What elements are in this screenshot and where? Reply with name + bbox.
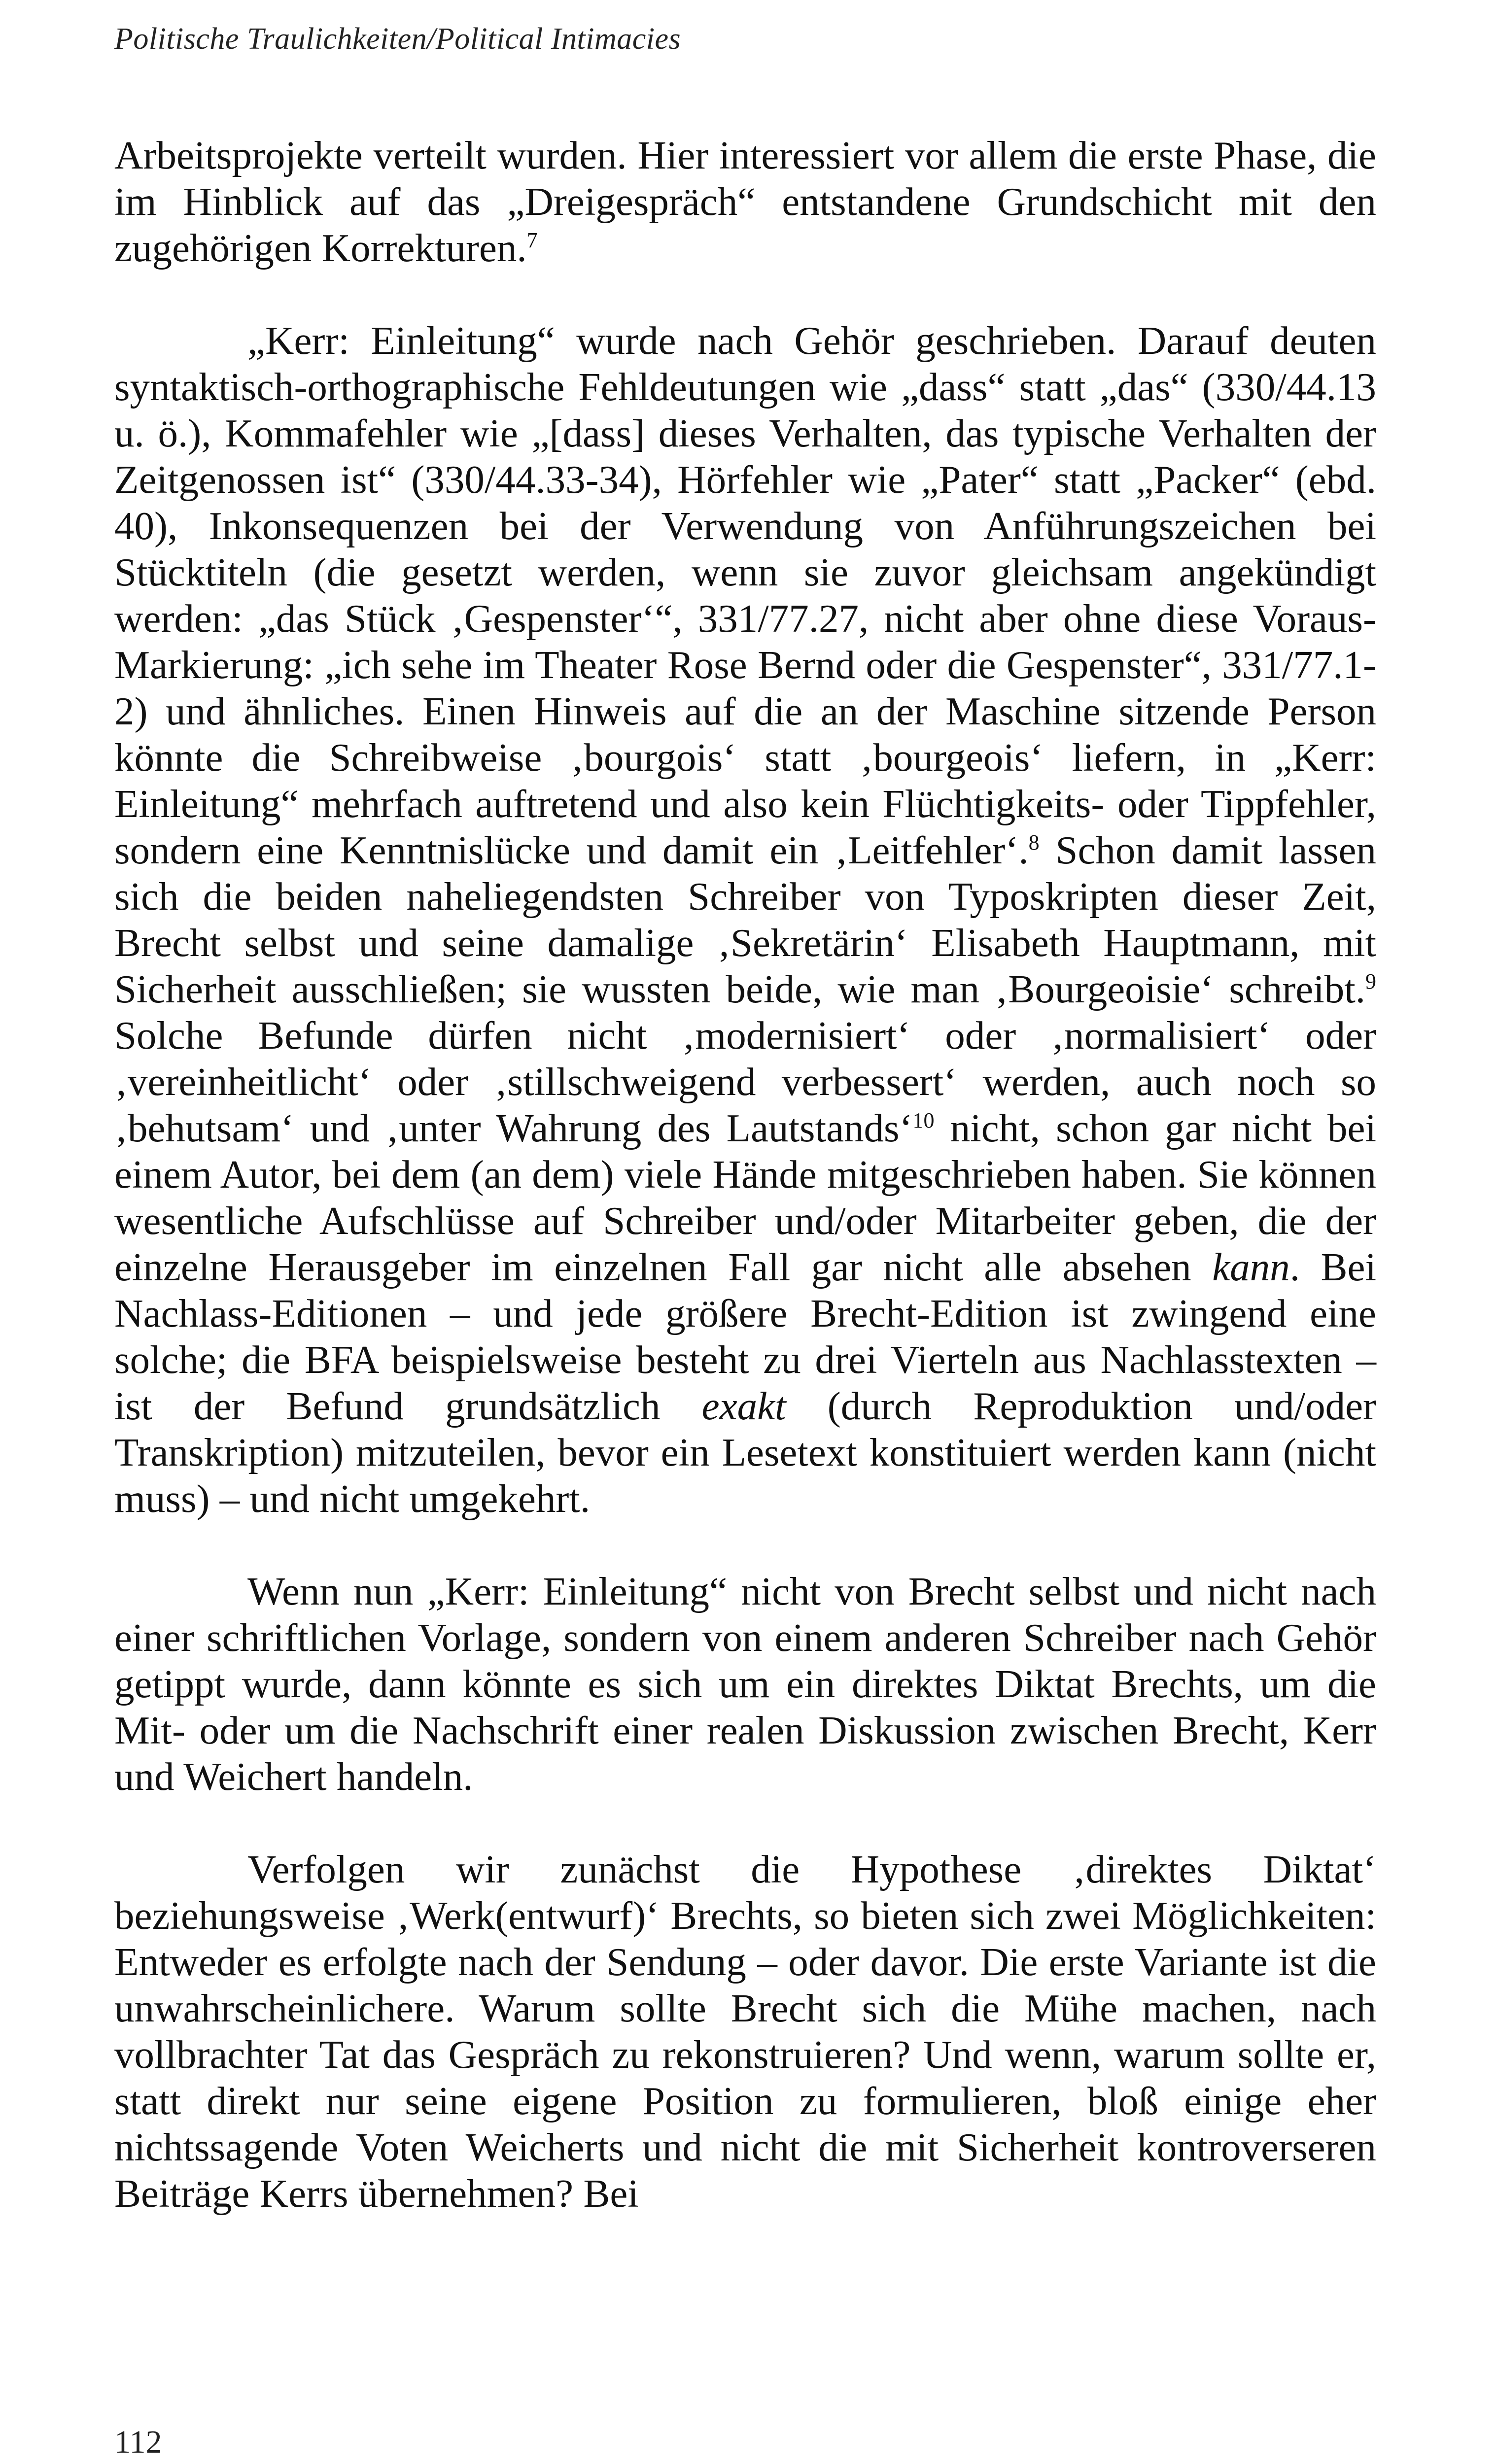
page-number: 112 (114, 2424, 162, 2460)
footnote-ref: 10 (912, 1108, 935, 1132)
emphasis-text: kann (1212, 1245, 1290, 1289)
text-run: Wenn nun „Kerr: Einleitung“ nicht von Brecht selbst und nicht nach einer schriftlichen Vorlage, sondern von einem anderen Schreiber nach Gehör getippt wurde, dann könnte es sich um ein direktes Diktat Brechts, um die Mit- oder um die Nachschrift einer realen Diskussion zwischen Brecht, Kerr und Weichert handeln. (114, 1569, 1376, 1799)
footnote-ref: 7 (526, 228, 538, 252)
text-run: Arbeitsprojekte verteilt wurden. Hier interessiert vor allem die erste Phase, die im Hinblick auf das „Dreigespräch“ entstandene Grundschicht mit den zugehörigen Korrekturen. (114, 133, 1376, 270)
body-text (114, 132, 1376, 2217)
emphasis-text: exakt (701, 1384, 786, 1428)
paragraph-3 (114, 1568, 1376, 1800)
text-run: Solche Befunde dürfen nicht ‚modernisiert‘ oder ‚normalisiert‘ oder ‚vereinheitlicht‘ oder ‚stillschweigend verbessert‘ werden, auch noch so ‚behutsam‘ und ‚unter Wahrung des Lautstands‘ (114, 1013, 1376, 1150)
text-run: „Kerr: Einleitung“ wurde nach Gehör geschrieben. Darauf deuten syntaktisch-orthographische Fehldeutungen wie „dass“ statt „das“ (330/44.13 u. ö.), Kommafehler wie „[dass] dieses Verhalten, das typische Verhalten der Zeitgenossen ist“ (330/44.33-34), Hörfehler wie „Pater“ statt „Packer“ (ebd. 40), Inkonsequenzen bei der Verwendung von Anführungszeichen bei Stücktiteln (die gesetzt werden, wenn sie zuvor gleichsam angekündigt werden: „das Stück ‚Gespenster‘“, 331/77.27, nicht aber ohne diese Voraus-Markierung: „ich sehe im Theater Rose Bernd oder die Gespenster“, 331/77.1-2) und ähnliches. Einen Hinweis auf die an der Maschine sitzende Person könnte die Schreibweise ‚bourgois‘ statt ‚bourgeois‘ liefern, in „Kerr: Einleitung“ mehrfach auftretend und also kein Flüchtigkeits- oder Tippfehler, sondern eine Kenntnislücke und damit ein ‚Leitfehler‘. (114, 318, 1376, 872)
text-run: . Bei Nachlass-Editionen – und jede größere Brecht-Edition ist zwingend eine solche; die BFA beispielsweise besteht zu drei Vierteln aus Nachlasstexten – ist der Befund grundsätzlich (114, 1245, 1376, 1428)
footnote-ref: 8 (1028, 830, 1040, 855)
text-run: Verfolgen wir zunächst die Hypothese ‚direktes Diktat‘ beziehungsweise ‚Werk(entwurf)‘ Brechts, so bieten sich zwei Möglichkeiten: Entweder es erfolgte nach der Sendung – oder davor. Die erste Variante ist die unwahrscheinlichere. Warum sollte Brecht sich die Mühe machen, nach vollbrachter Tat das Gespräch zu rekonstruieren? Und wenn, warum sollte er, statt direkt nur seine eigene Position zu formulieren, bloß einige eher nichtssagende Voten Weicherts und nicht die mit Sicherheit kontroverseren Beiträge Kerrs übernehmen? Bei (114, 1847, 1376, 2216)
text-run: nicht, schon gar nicht bei einem Autor, bei dem (an dem) viele Hände mitgeschrieben haben. Sie können wesentliche Aufschlüsse auf Schreiber und/oder Mitarbeiter geben, die der einzelne Herausgeber im einzelnen Fall gar nicht alle absehen (114, 1106, 1376, 1289)
paragraph-4 (114, 1846, 1376, 2217)
paragraph-2 (114, 317, 1376, 1522)
text-run: Schon damit lassen sich die beiden naheliegendsten Schreiber von Typoskripten dieser Zeit, Brecht selbst und seine damalige ‚Sekretärin‘ Elisabeth Hauptmann, mit Sicherheit ausschließen; sie wussten beide, wie man ‚Bourgeoisie‘ schreibt. (114, 828, 1376, 1011)
text-run: (durch Reproduktion und/oder Transkription) mitzuteilen, bevor ein Lesetext konstituiert werden kann (nicht muss) – und nicht umgekehrt. (114, 1384, 1376, 1521)
paragraph-1 (114, 132, 1376, 271)
footnote-ref: 9 (1365, 969, 1376, 993)
running-head: Politische Traulichkeiten/Political Intimacies (114, 22, 681, 56)
